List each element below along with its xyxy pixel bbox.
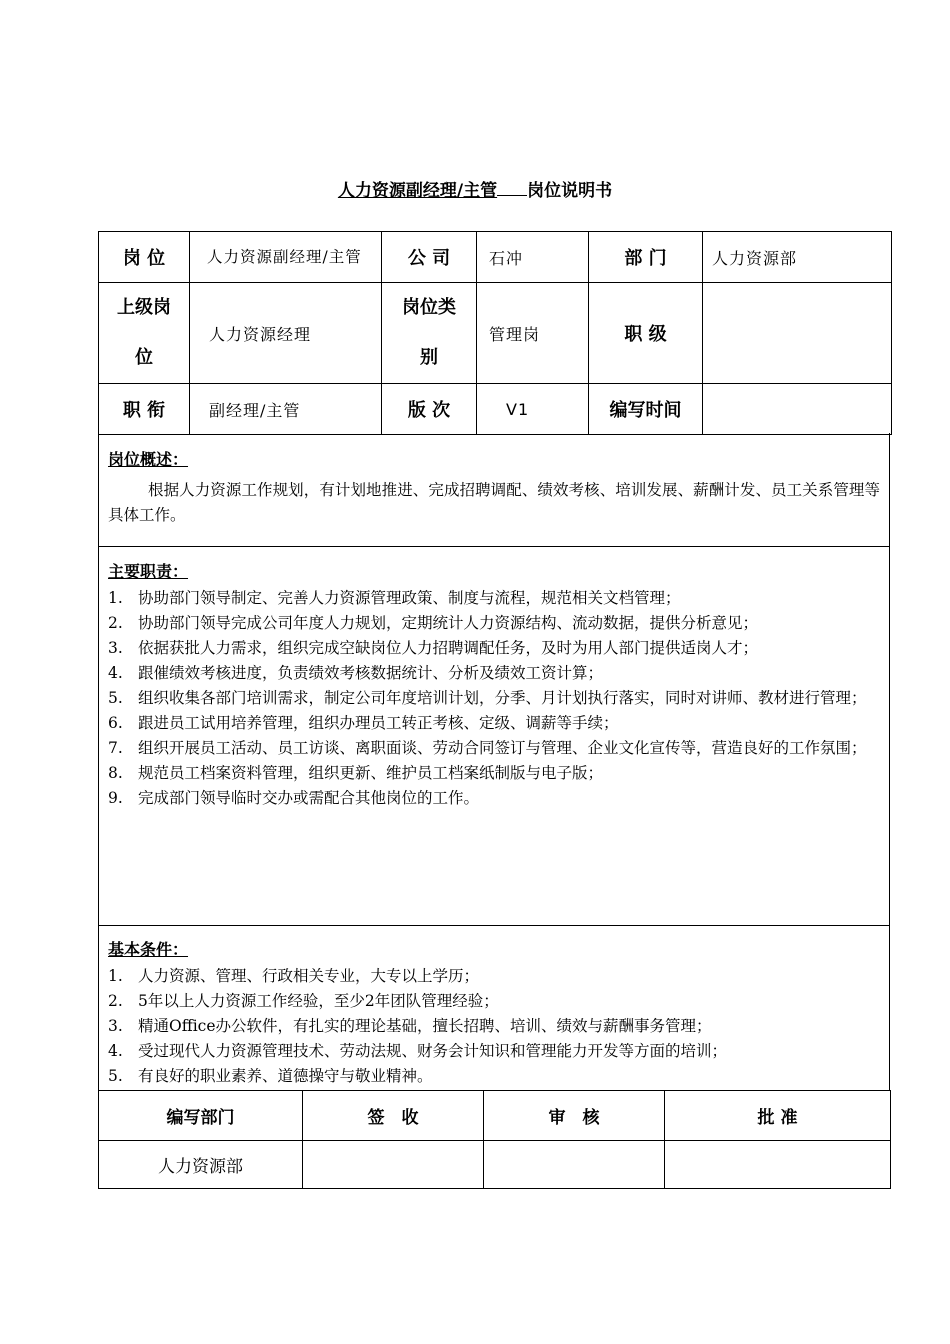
- signoff-value-approve: [665, 1141, 891, 1189]
- list-item: 8. 规范员工档案资料管理，组织更新、维护员工档案纸制版与电子版；: [108, 764, 604, 782]
- category-value: 管理岗: [477, 283, 589, 384]
- signoff-value-dept: 人力资源部: [99, 1141, 303, 1189]
- dept-label: 部 门: [589, 232, 703, 283]
- signoff-value-receive: [303, 1141, 484, 1189]
- signoff-header-review: 审 核: [484, 1091, 665, 1141]
- duties-list: [99, 586, 889, 811]
- position-value: 人力资源副经理/主管: [190, 232, 382, 283]
- list-item: 4. 受过现代人力资源管理技术、劳动法规、财务会计知识和管理能力开发等方面的培训；: [108, 1042, 728, 1060]
- requirements-section: [98, 926, 890, 1090]
- title-rank-label: 职 衔: [99, 384, 190, 435]
- list-item: 3. 精通Office办公软件，有扎实的理论基础，擅长招聘、培训、绩效与薪酬事务管理；: [108, 1017, 712, 1035]
- dept-value: 人力资源部: [703, 232, 892, 283]
- info-table: [98, 231, 892, 435]
- list-item: 6. 跟进员工试用培养管理，组织办理员工转正考核、定级、调薪等手续；: [108, 714, 619, 732]
- list-item: 1. 协助部门领导制定、完善人力资源管理政策、制度与流程，规范相关文档管理；: [108, 589, 681, 607]
- position-label: 岗 位: [99, 232, 190, 283]
- category-label: 岗位类 别: [382, 283, 477, 384]
- date-value: [703, 384, 892, 435]
- duties-heading: 主要职责：: [108, 562, 189, 581]
- signoff-value-review: [484, 1141, 665, 1189]
- company-value: 石冲: [477, 232, 589, 283]
- list-item: 5. 组织收集各部门培训需求，制定公司年度培训计划，分季、月计划执行落实，同时对讲师、教材进行管理；: [108, 689, 867, 707]
- title-suffix: 岗位说明书: [527, 181, 613, 201]
- company-label: 公 司: [382, 232, 477, 283]
- list-item: 5. 有良好的职业素养、道德操守与敬业精神。: [108, 1067, 433, 1085]
- overview-section: [98, 433, 890, 547]
- document-title: [0, 176, 950, 201]
- title-rank-value: 副经理/主管: [190, 384, 382, 435]
- superior-label: 上级岗 位: [99, 283, 190, 384]
- list-item: 1. 人力资源、管理、行政相关专业，大专以上学历；: [108, 967, 480, 985]
- title-gap: [497, 181, 527, 196]
- version-label: 版 次: [382, 384, 477, 435]
- list-item: 2. 5年以上人力资源工作经验，至少2年团队管理经验；: [108, 992, 499, 1010]
- signoff-header-receive: 签 收: [303, 1091, 484, 1141]
- requirements-heading: 基本条件：: [108, 940, 189, 959]
- duties-section: [98, 547, 890, 926]
- list-item: 9. 完成部门领导临时交办或需配合其他岗位的工作。: [108, 789, 480, 807]
- list-item: 3. 依据获批人力需求，组织完成空缺岗位人力招聘调配任务，及时为用人部门提供适岗人才；: [108, 639, 759, 657]
- overview-text: 根据人力资源工作规划，有计划地推进、完成招聘调配、绩效考核、培训发展、薪酬计发、员工关系管理等具体工作。: [108, 481, 880, 524]
- signoff-header-approve: 批 准: [665, 1091, 891, 1141]
- grade-value: [703, 283, 892, 384]
- list-item: 7. 组织开展员工活动、员工访谈、离职面谈、劳动合同签订与管理、企业文化宣传等，营造良好的工作氛围；: [108, 739, 867, 757]
- list-item: 4. 跟催绩效考核进度，负责绩效考核数据统计、分析及绩效工资计算；: [108, 664, 604, 682]
- list-item: 2. 协助部门领导完成公司年度人力规划，定期统计人力资源结构、流动数据，提供分析意见；: [108, 614, 759, 632]
- date-label: 编写时间: [589, 384, 703, 435]
- signoff-header-dept: 编写部门: [99, 1091, 303, 1141]
- version-value: V1: [477, 384, 589, 435]
- requirements-list: [99, 964, 889, 1089]
- overview-heading: 岗位概述：: [108, 450, 189, 469]
- grade-label: 职 级: [589, 283, 703, 384]
- title-main: 人力资源副经理/主管: [337, 181, 498, 201]
- superior-value: 人力资源经理: [190, 283, 382, 384]
- signoff-table: [98, 1090, 891, 1189]
